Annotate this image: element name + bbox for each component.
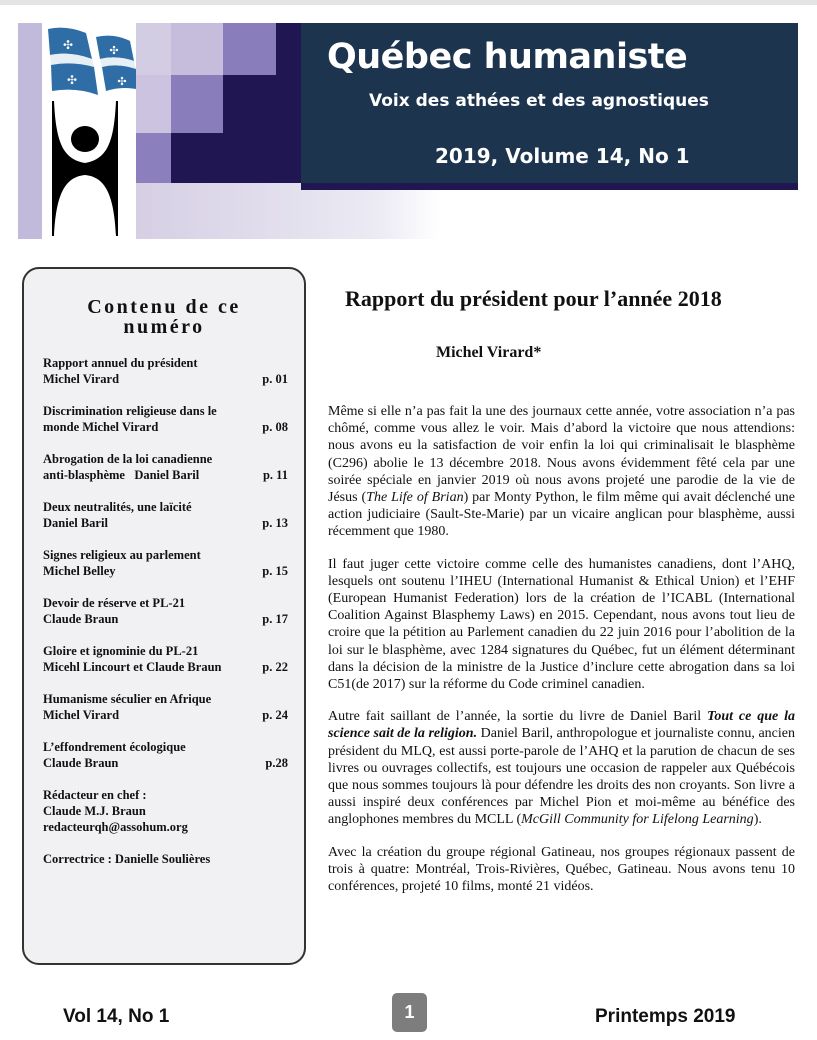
svg-text:✣: ✣ [66, 73, 78, 87]
toc-item[interactable]: Abrogation de la loi canadienne anti-blasphème Daniel Baril p. 11 [43, 452, 288, 482]
svg-text:✣: ✣ [117, 76, 127, 88]
decorative-fade [136, 183, 441, 239]
toc-heading: Contenu de ce numéro [87, 296, 241, 338]
toc-item[interactable]: Deux neutralités, une laïcité Daniel Baril p. 13 [43, 500, 288, 530]
table-of-contents [22, 267, 306, 965]
publication-title: Québec humaniste [327, 37, 688, 77]
publication-subtitle: Voix des athées et des agnostiques [369, 91, 709, 111]
toc-page: p. 01 [262, 372, 288, 386]
proofreader-credit: Correctrice : Danielle Soulières [43, 852, 211, 866]
toc-page: p. 08 [262, 420, 288, 434]
toc-item[interactable]: Signes religieux au parlement Michel Belley p. 15 [43, 548, 288, 578]
toc-page: p. 22 [262, 660, 288, 674]
footer-season: Printemps 2019 [595, 1006, 736, 1027]
toc-item[interactable]: Gloire et ignominie du PL-21 Micehl Lincourt et Claude Braun p. 22 [43, 644, 288, 674]
article-author: Michel Virard* [436, 344, 542, 361]
toc-page: p. 24 [262, 708, 288, 722]
happy-human-icon [52, 101, 118, 236]
toc-list [43, 355, 288, 883]
toc-page: p. 11 [262, 468, 288, 482]
toc-item[interactable]: Rapport annuel du président Michel Virard p. 01 [43, 356, 288, 386]
toc-page: p. 17 [262, 612, 288, 626]
title-panel [301, 23, 798, 183]
editor-email-link[interactable]: redacteurqh@assohum.org [43, 820, 188, 834]
paragraph: Avec la création du groupe régional Gatineau, nos groupes régionaux passent de trois à quatre: Montréal, Trois-Rivières, Québec, Gatineau. Nous avons tenu 10 conférences, projeté 10 films, monté 21 vidéos. [328, 844, 795, 895]
editor-credit: Rédacteur en chef : Claude M.J. Braun redacteurqh@assohum.org [43, 787, 288, 835]
article-title: Rapport du président pour l’année 2018 [345, 286, 722, 311]
toc-page: p. 15 [262, 564, 288, 578]
svg-text:✣: ✣ [62, 38, 74, 52]
page-number-badge: 1 [392, 993, 427, 1032]
toc-item[interactable]: Humanisme séculier en Afrique Michel Virard p. 24 [43, 692, 288, 722]
masthead [18, 23, 798, 239]
paragraph: Même si elle n’a pas fait la une des journaux cette année, votre association n’a pas chômé, comme vous allez le voir. Mais d’abord la victoire que nous attendions: nous avons eu la satisfaction de voir enfin la loi qui criminalisait le blasphème (C296) abolie le 13 décembre 2018. Nous avons évidemment fêté cela par une soirée spéciale en janvier 2019 où nous avons projeté une parodie de la vie de Jésus (The Life of Brian) par Monty Python, le film même qui avait déclenché une action judiciaire (Sault-Ste-Marie) par un vicaire anglican pour blasphème, aussi récemment que 1980. [328, 404, 795, 540]
footer-volume: Vol 14, No 1 [63, 1006, 170, 1027]
toc-page: p. 13 [262, 516, 288, 530]
toc-item[interactable]: L’effondrement écologique Claude Braun p.28 [43, 740, 288, 770]
title-panel-underline [301, 183, 798, 190]
article-body [328, 403, 795, 910]
paragraph: Il faut juger cette victoire comme celle des humanistes canadiens, dont l’AHQ, lesquels ont soutenu l’IHEU (International Humanist & Ethical Union) et l’EHF (European Humanist Federation) lors de la création de l’ICABL (International Coalition Against Blasphemy Laws) en 2015. Cependant, nous avons tout lieu de croire que la pétition au Parlement canadien du 22 juin 2016 pour l’abolition de la loi sur le blasphème, avec 1284 signatures du Québec, fut un élément déterminant dans la décision de la ministre de la Justice d’inclure cette abrogation dans sa loi C51(de 2017) sur la réforme du Code criminel canadien. [328, 556, 795, 693]
toc-item[interactable]: Discrimination religieuse dans le monde Michel Virard p. 08 [43, 404, 288, 434]
paragraph: Autre fait saillant de l’année, la sortie du livre de Daniel Baril Tout ce que la science sait de la religion. Daniel Baril, anthropologue et journaliste connu, ancien président du MLQ, est aussi porte-parole de l’AHQ et la parution de chacun de ses livres ou ouvrages collectifs, est toujours une occasion de rappeler aux Québécois que nous sommes toujours là pour défendre les droits des non croyants. Son livre a aussi inspiré deux conférences par Michel Pion et moi-même au bénéfice des anglophones membres du MCLL (McGill Community for Lifelong Learning). [328, 709, 796, 828]
toc-item[interactable]: Devoir de réserve et PL-21 Claude Braun p. 17 [43, 596, 288, 626]
svg-text:✣: ✣ [109, 45, 119, 57]
toc-page: p.28 [265, 756, 288, 770]
top-border [0, 0, 817, 5]
issue-label: 2019, Volume 14, No 1 [435, 144, 690, 168]
quebec-flag-icon [46, 25, 146, 99]
decorative-strip [18, 23, 42, 239]
